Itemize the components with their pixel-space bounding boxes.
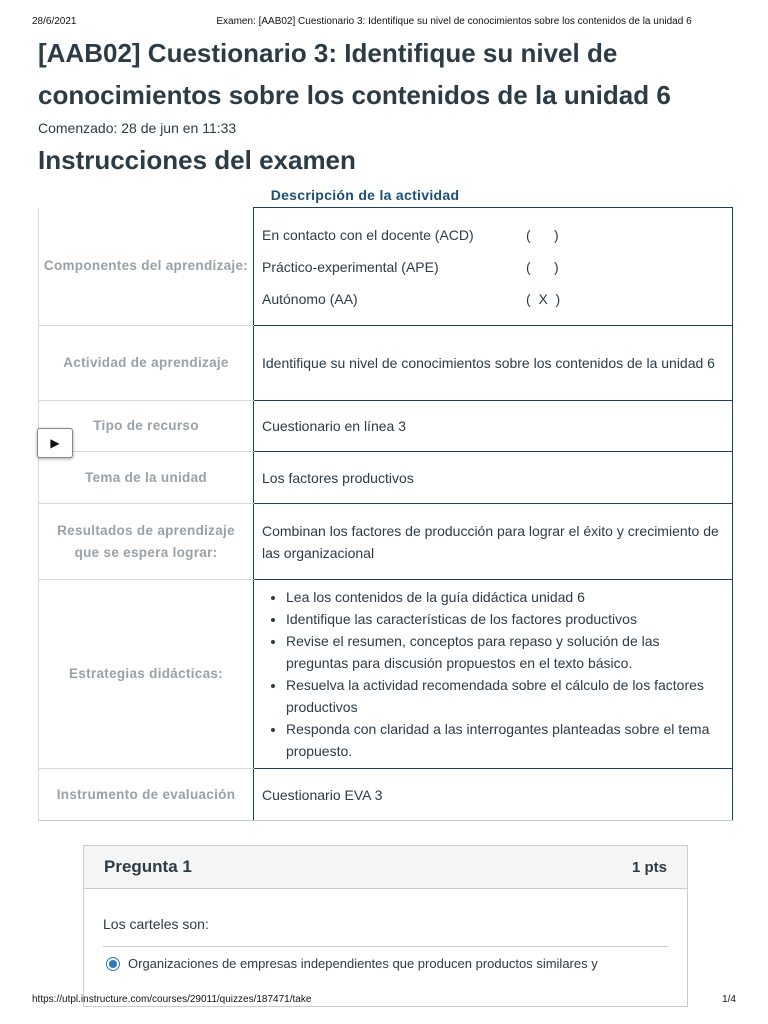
theme-label: Tema de la unidad [39,452,254,504]
list-item: • Responda con claridad a las interrogantes planteadas sobre el tema propuesto. [286,718,724,762]
divider [38,820,733,821]
question-title: Pregunta 1 [104,857,192,876]
table-row [39,769,733,821]
question-text: Los carteles son: [103,916,209,932]
components-label: Componentes del aprendizaje: [39,208,254,326]
print-date: 28/6/2021 [32,16,77,27]
answer-option[interactable] [84,947,687,971]
question-header [84,846,687,889]
print-page-title: Examen: [AAB02] Cuestionario 3: Identifique su nivel de conocimientos sobre los contenidos de la unidad 6 [216,16,692,27]
component-name: Autónomo (AA) [262,290,358,307]
list-item: • Identifique las características de los factores productivos [286,608,724,630]
table-row [39,401,733,452]
results-value: Combinan los factores de producción para lograr el éxito y crecimiento de las organizacional [254,504,733,580]
instrument-label: Instrumento de evaluación [39,769,254,821]
page-url: https://utpl.instructure.com/courses/29011/quizzes/187471/take [32,994,312,1005]
play-icon: ▶ [50,436,60,450]
component-mark: ( ) [526,258,559,275]
strategies-list [262,586,724,762]
print-footer [32,994,736,1005]
component-name: Práctico-experimental (APE) [262,258,439,275]
table-caption: Descripción de la actividad [270,187,460,203]
table-row [39,208,733,326]
question-points: 1 pts [631,858,667,876]
radio-selected-icon[interactable] [106,957,120,971]
strategies-label: Estrategias didácticas: [39,580,254,769]
list-item: • Resuelva la actividad recomendada sobre el cálculo de los factores productivos [286,674,724,718]
resource-label: Tipo de recurso [39,401,254,452]
component-mark: ( ) [526,226,559,243]
list-item: • Revise el resumen, conceptos para repaso y solución de las preguntas para discusión propuestos en el texto básico. [286,630,724,674]
strategies-value [254,580,733,769]
print-header [32,16,736,27]
activity-label: Actividad de aprendizaje [39,326,254,401]
component-row [262,251,724,283]
quiz-title: [AAB02] Cuestionario 3: Identifique su nivel de conocimientos sobre los contenidos de la unidad 6 [38,38,671,110]
page-number: 1/4 [722,994,736,1005]
instructions-heading: Instrucciones del examen [38,145,356,175]
table-row [39,452,733,504]
activity-description-table [38,207,733,821]
component-row [262,283,724,315]
table-row [39,580,733,769]
table-row [39,326,733,401]
answer-text: Organizaciones de empresas independientes que producen productos similares y [128,956,598,971]
results-label: Resultados de aprendizaje que se espera lograr: [39,504,254,580]
component-name: En contacto con el docente (ACD) [262,226,474,243]
resource-value: Cuestionario en línea 3 [254,401,733,452]
question-card [83,845,688,1007]
started-timestamp: Comenzado: 28 de jun en 11:33 [38,120,237,136]
theme-value: Los factores productivos [254,452,733,504]
activity-value: Identifique su nivel de conocimientos sobre los contenidos de la unidad 6 [254,326,733,401]
play-button[interactable] [37,428,73,458]
instrument-value: Cuestionario EVA 3 [254,769,733,821]
component-mark: ( X ) [526,290,561,307]
components-value [254,208,733,326]
list-item: • Lea los contenidos de la guía didáctica unidad 6 [286,586,724,608]
component-row [262,219,724,251]
table-row [39,504,733,580]
